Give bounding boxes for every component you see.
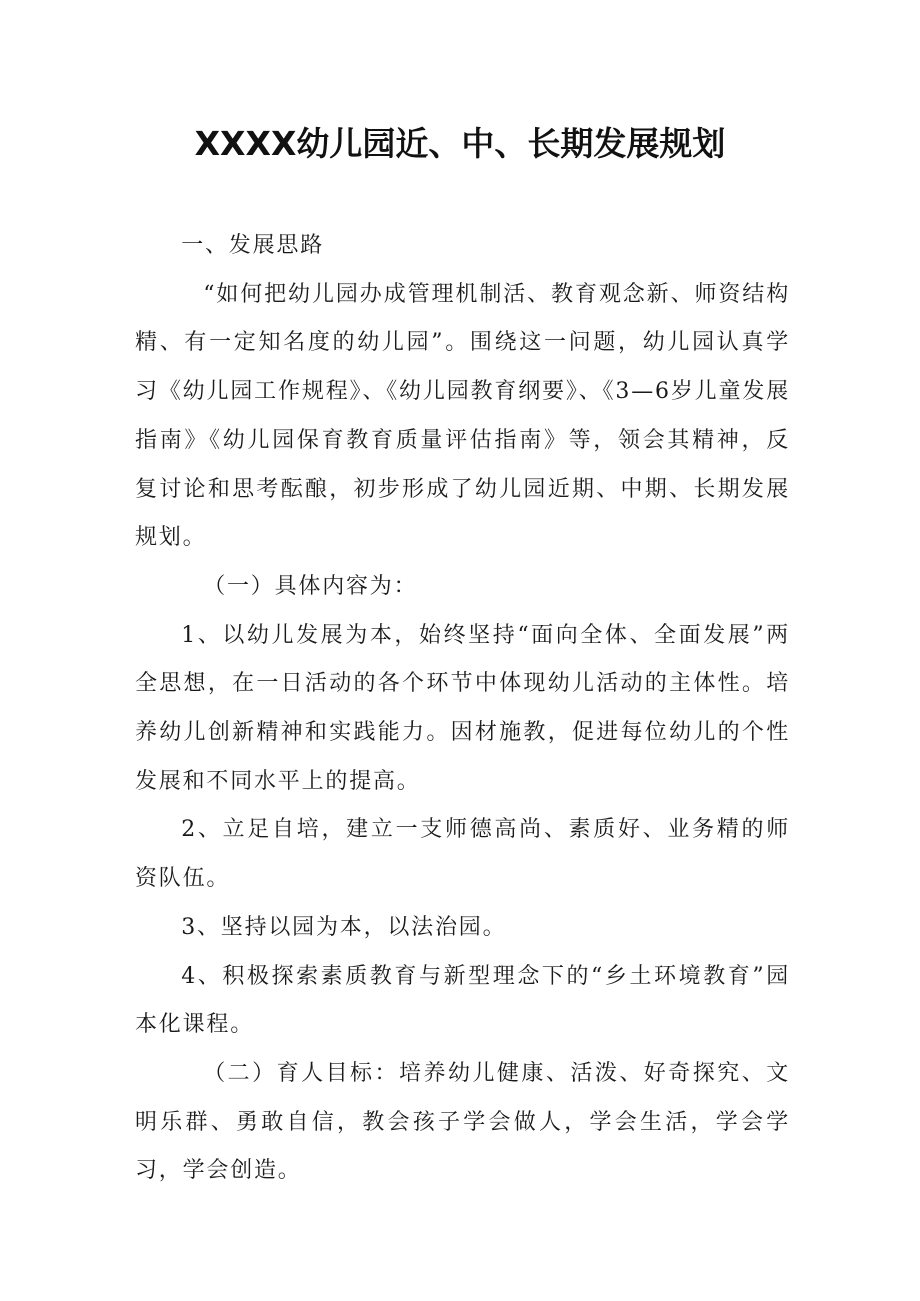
paragraph-education-goals: （二）育人目标：培养幼儿健康、活泼、好奇探究、文明乐群、勇敢自信，教会孩子学会做人，学会生活，学会学习，学会创造。	[135, 1060, 790, 1184]
paragraph-development-ideas: “如何把幼儿园办成管理机制活、教育观念新、师资结构精、有一定知名度的幼儿园”。围绕这一问题，幼儿园认真学习《幼儿园工作规程》、《幼儿园教育纲要》、《3—6岁儿童发展指南》《幼儿园保育教育质量评估指南》等，领会其精神，反复讨论和思考酝酿，初步形成了幼儿园近期、中期、长期发展规划。	[135, 281, 790, 551]
section-heading-development-ideas: 一、发展思路	[181, 233, 324, 258]
list-item-1: 1、以幼儿发展为本，始终坚持“面向全体、全面发展”两全思想，在一日活动的各个环节中体现幼儿活动的主体性。培养幼儿创新精神和实践能力。因材施教，促进每位幼儿的个性发展和不同水平上的提高。	[135, 622, 790, 794]
document-title: XXXX幼儿园近、中、长期发展规划	[194, 124, 726, 163]
list-item-2: 2、立足自培，建立一支师德高尚、素质好、业务精的师资队伍。	[135, 817, 790, 892]
subsection-heading-specific-content: （一）具体内容为：	[203, 573, 418, 599]
list-item-4: 4、积极探索素质教育与新型理念下的“乡土环境教育”园本化课程。	[135, 963, 790, 1038]
document-body	[135, 222, 790, 1196]
list-item-3: 3、坚持以园为本，以法治园。	[181, 914, 507, 940]
